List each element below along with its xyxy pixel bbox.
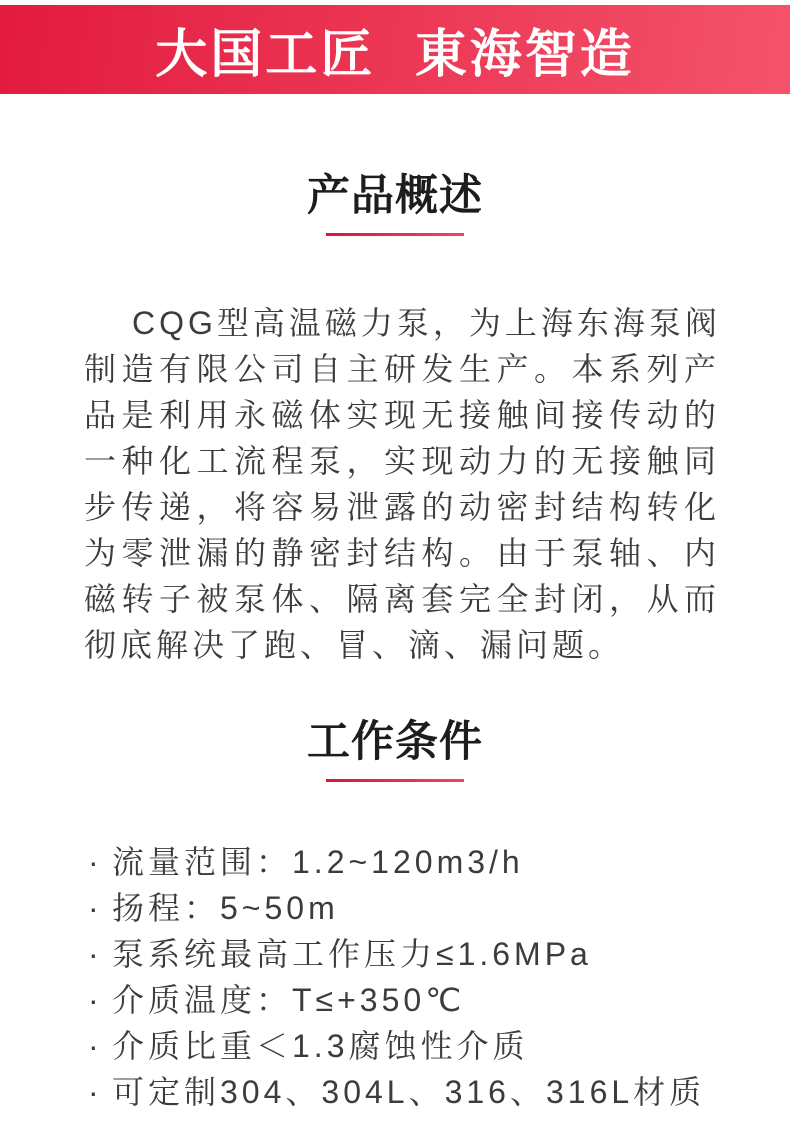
bullet-dot-icon: ·: [88, 844, 99, 880]
overview-line: CQG型高温磁力泵，为上海东海泵阀: [132, 305, 721, 341]
list-item: [88, 977, 750, 1023]
conditions-title-underline: [326, 779, 464, 782]
overview-line: 一种化工流程泵，实现动力的无接触同: [84, 443, 720, 479]
bullet-dot-icon: ·: [88, 982, 99, 1018]
overview-line: 步传递，将容易泄露的动密封结构转化: [84, 489, 720, 525]
list-item: [88, 1023, 750, 1069]
overview-line: 磁转子被泵体、隔离套完全封闭，从而: [84, 581, 720, 617]
condition-text: 扬程：5~50m: [112, 890, 339, 926]
list-item: [88, 1069, 750, 1115]
overview-title-underline: [326, 233, 464, 236]
bullet-dot-icon: ·: [88, 890, 99, 926]
bullet-dot-icon: ·: [88, 1028, 99, 1064]
overview-line: 制造有限公司自主研发生产。本系列产: [84, 351, 720, 387]
product-detail-page: [0, 5, 790, 1132]
list-item: [88, 931, 750, 977]
overview-line: 彻底解决了跑、冒、滴、漏问题。: [84, 627, 625, 663]
list-item: [88, 885, 750, 931]
overview-line: 为零泄漏的静密封结构。由于泵轴、内: [84, 535, 720, 571]
condition-text: 介质比重＜1.3腐蚀性介质: [112, 1028, 529, 1064]
condition-text: 介质温度：T≤+350℃: [112, 982, 466, 1018]
overview-paragraph: [84, 300, 720, 668]
conditions-section-title: 工作条件: [307, 718, 483, 766]
bullet-dot-icon: ·: [88, 936, 99, 972]
top-banner: [0, 5, 790, 94]
banner-slogan: 大国工匠 東海智造: [155, 26, 635, 84]
condition-text: 泵系统最高工作压力≤1.6MPa: [112, 936, 592, 972]
conditions-list: [88, 839, 750, 1115]
condition-text: 流量范围：1.2~120m3/h: [112, 844, 524, 880]
overview-line: 品是利用永磁体实现无接触间接传动的: [84, 397, 720, 433]
overview-section-title: 产品概述: [307, 172, 483, 220]
list-item: [88, 839, 750, 885]
bullet-dot-icon: ·: [88, 1074, 99, 1110]
condition-text: 可定制304、304L、316、316L材质: [112, 1074, 706, 1110]
